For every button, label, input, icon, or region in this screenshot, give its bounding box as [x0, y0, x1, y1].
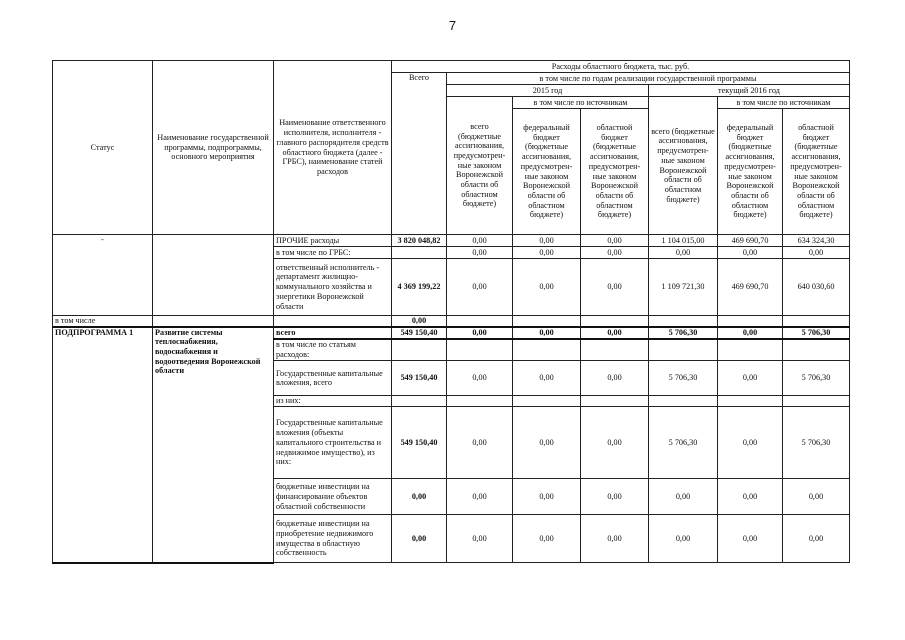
total-cell: 3 820 048,82 — [392, 235, 447, 247]
y16-all-header: всего (бюджетные ассигнования, предусмотрен-ные законом Воронежской области об областном бюджете) — [649, 97, 718, 235]
y16-regional-cell: 5 706,30 — [783, 361, 850, 396]
y15-regional-cell: 0,00 — [581, 361, 649, 396]
item-cell: Государственные капитальные вложения, всего — [274, 361, 392, 396]
item-cell: Государственные капитальные вложения (объекты капитального строительства и недвижимое имущество), из них: — [274, 407, 392, 479]
program-cell — [153, 235, 274, 316]
y15-regional-cell: 0,00 — [581, 235, 649, 247]
item-cell: всего — [274, 327, 392, 339]
y15-all-cell: 0,00 — [447, 361, 513, 396]
y16-regional-cell — [783, 396, 850, 407]
y15-regional-cell — [581, 316, 649, 327]
y16-federal-cell: 0,00 — [718, 479, 783, 515]
y16-regional-cell — [783, 316, 850, 327]
budget-table — [52, 60, 850, 564]
y15-federal-cell: 0,00 — [513, 361, 581, 396]
executor-header: Наименование ответственного исполнителя, исполнителя - главного распорядителя средств областного бюджета (далее - ГРБС), наименование статей расходов — [274, 61, 392, 235]
y16-federal-cell: 0,00 — [718, 407, 783, 479]
y16-regional-cell: 5 706,30 — [783, 407, 850, 479]
y15-federal-cell: 0,00 — [513, 407, 581, 479]
y15-federal-cell: 0,00 — [513, 235, 581, 247]
y15-regional-cell: 0,00 — [581, 515, 649, 563]
status-header: Статус — [53, 61, 153, 235]
item-cell: ответственный исполнитель - департамент жилищно-коммунального хозяйства и энергетики Воронежской области — [274, 259, 392, 316]
y16-federal-cell — [718, 396, 783, 407]
y16-regional-cell: 0,00 — [783, 247, 850, 259]
y16-all-cell: 5 706,30 — [649, 361, 718, 396]
item-cell: бюджетные инвестиции на финансирование объектов областной собственности — [274, 479, 392, 515]
y15-all-cell: 0,00 — [447, 407, 513, 479]
y15-federal-cell — [513, 396, 581, 407]
program-cell — [153, 316, 274, 327]
y15-federal-cell: 0,00 — [513, 515, 581, 563]
item-cell: ПРОЧИЕ расходы — [274, 235, 392, 247]
expenses-title-header: Расходы областного бюджета, тыс. руб. — [392, 61, 850, 73]
total-cell: 4 369 199,22 — [392, 259, 447, 316]
y16-all-cell — [649, 316, 718, 327]
y15-federal-cell: 0,00 — [513, 247, 581, 259]
y16-all-cell: 0,00 — [649, 479, 718, 515]
y15-all-cell: 0,00 — [447, 235, 513, 247]
y16-all-cell: 1 104 015,00 — [649, 235, 718, 247]
y15-regional-header: областной бюджет (бюджетные ассигнования, предусмотрен-ные законом Воронежской области об областном бюджете) — [581, 109, 649, 235]
y16-federal-cell: 469 690,70 — [718, 259, 783, 316]
y15-regional-cell — [581, 339, 649, 361]
total-cell — [392, 247, 447, 259]
y15-all-cell — [447, 396, 513, 407]
by-years-header: в том числе по годам реализации государственной программы — [447, 73, 850, 85]
status-cell: в том числе — [53, 316, 153, 327]
y15-all-cell: 0,00 — [447, 515, 513, 563]
y15-federal-cell: 0,00 — [513, 259, 581, 316]
y15-all-cell: 0,00 — [447, 479, 513, 515]
y16-regional-cell: 634 324,30 — [783, 235, 850, 247]
y15-by-sources-header: в том числе по источникам — [513, 97, 649, 109]
total-header: Всего — [392, 73, 447, 235]
y15-regional-cell: 0,00 — [581, 259, 649, 316]
table-row — [53, 235, 850, 247]
y15-regional-cell: 0,00 — [581, 247, 649, 259]
y15-regional-cell — [581, 396, 649, 407]
y15-all-cell: 0,00 — [447, 259, 513, 316]
item-cell: из них: — [274, 396, 392, 407]
total-cell: 0,00 — [392, 316, 447, 327]
total-cell: 549 150,40 — [392, 361, 447, 396]
y15-regional-cell: 0,00 — [581, 479, 649, 515]
y15-regional-cell: 0,00 — [581, 327, 649, 339]
y16-federal-cell: 0,00 — [718, 327, 783, 339]
y16-all-cell — [649, 396, 718, 407]
y15-federal-header: федеральный бюджет (бюджетные ассигнования, предусмотрен-ные законом Воронежской области об областном бюджете) — [513, 109, 581, 235]
subprogram-total-row — [53, 327, 850, 339]
y15-all-cell — [447, 316, 513, 327]
total-cell: 0,00 — [392, 515, 447, 563]
y15-federal-cell: 0,00 — [513, 327, 581, 339]
y16-all-cell: 1 109 721,30 — [649, 259, 718, 316]
total-cell: 549 150,40 — [392, 407, 447, 479]
y16-all-cell — [649, 339, 718, 361]
y16-federal-cell: 0,00 — [718, 515, 783, 563]
y16-regional-cell: 640 030,60 — [783, 259, 850, 316]
y16-regional-header: областной бюджет (бюджетные ассигнования, предусмотрен-ные законом Воронежской области об областном бюджете) — [783, 109, 850, 235]
item-cell: бюджетные инвестиции на приобретение недвижимого имущества в областную собственность — [274, 515, 392, 563]
item-cell — [274, 316, 392, 327]
y16-all-cell: 5 706,30 — [649, 327, 718, 339]
total-cell: 0,00 — [392, 479, 447, 515]
y16-all-cell: 0,00 — [649, 515, 718, 563]
y16-federal-cell: 0,00 — [718, 247, 783, 259]
subprogram-status: ПОДПРОГРАММА 1 — [53, 327, 153, 563]
y15-all-cell: 0,00 — [447, 327, 513, 339]
program-name-header: Наименование государственной программы, подпрограммы, основного мероприятия — [153, 61, 274, 235]
y16-all-cell: 5 706,30 — [649, 407, 718, 479]
y16-by-sources-header: в том числе по источникам — [718, 97, 850, 109]
status-cell: - — [53, 235, 153, 316]
y15-regional-cell: 0,00 — [581, 407, 649, 479]
table-row — [53, 316, 850, 327]
header-row-1 — [53, 61, 850, 73]
y15-federal-cell — [513, 316, 581, 327]
y16-federal-cell — [718, 339, 783, 361]
total-cell — [392, 339, 447, 361]
y15-federal-cell — [513, 339, 581, 361]
year-2015-header: 2015 год — [447, 85, 649, 97]
y16-federal-cell: 469 690,70 — [718, 235, 783, 247]
y16-regional-cell: 0,00 — [783, 515, 850, 563]
item-cell: в том числе по статьям расходов: — [274, 339, 392, 361]
y16-all-cell: 0,00 — [649, 247, 718, 259]
y15-all-cell: 0,00 — [447, 247, 513, 259]
y15-all-cell — [447, 339, 513, 361]
y16-federal-cell — [718, 316, 783, 327]
item-cell: в том числе по ГРБС: — [274, 247, 392, 259]
y16-federal-header: федеральный бюджет (бюджетные ассигнования, предусмотрен-ные законом Воронежской области об областном бюджете) — [718, 109, 783, 235]
y15-federal-cell: 0,00 — [513, 479, 581, 515]
y16-regional-cell — [783, 339, 850, 361]
y16-regional-cell: 0,00 — [783, 479, 850, 515]
y15-all-header: всего (бюджетные ассигнования, предусмотрен-ные законом Воронежской области об областном бюджете) — [447, 97, 513, 235]
total-cell — [392, 396, 447, 407]
total-cell: 549 150,40 — [392, 327, 447, 339]
year-2016-header: текущий 2016 год — [649, 85, 850, 97]
y16-regional-cell: 5 706,30 — [783, 327, 850, 339]
page-number: 7 — [448, 18, 457, 33]
subprogram-name: Развитие системы теплоснабжения, водоснабжения и водоотведения Воронежской области — [153, 327, 274, 563]
y16-federal-cell: 0,00 — [718, 361, 783, 396]
